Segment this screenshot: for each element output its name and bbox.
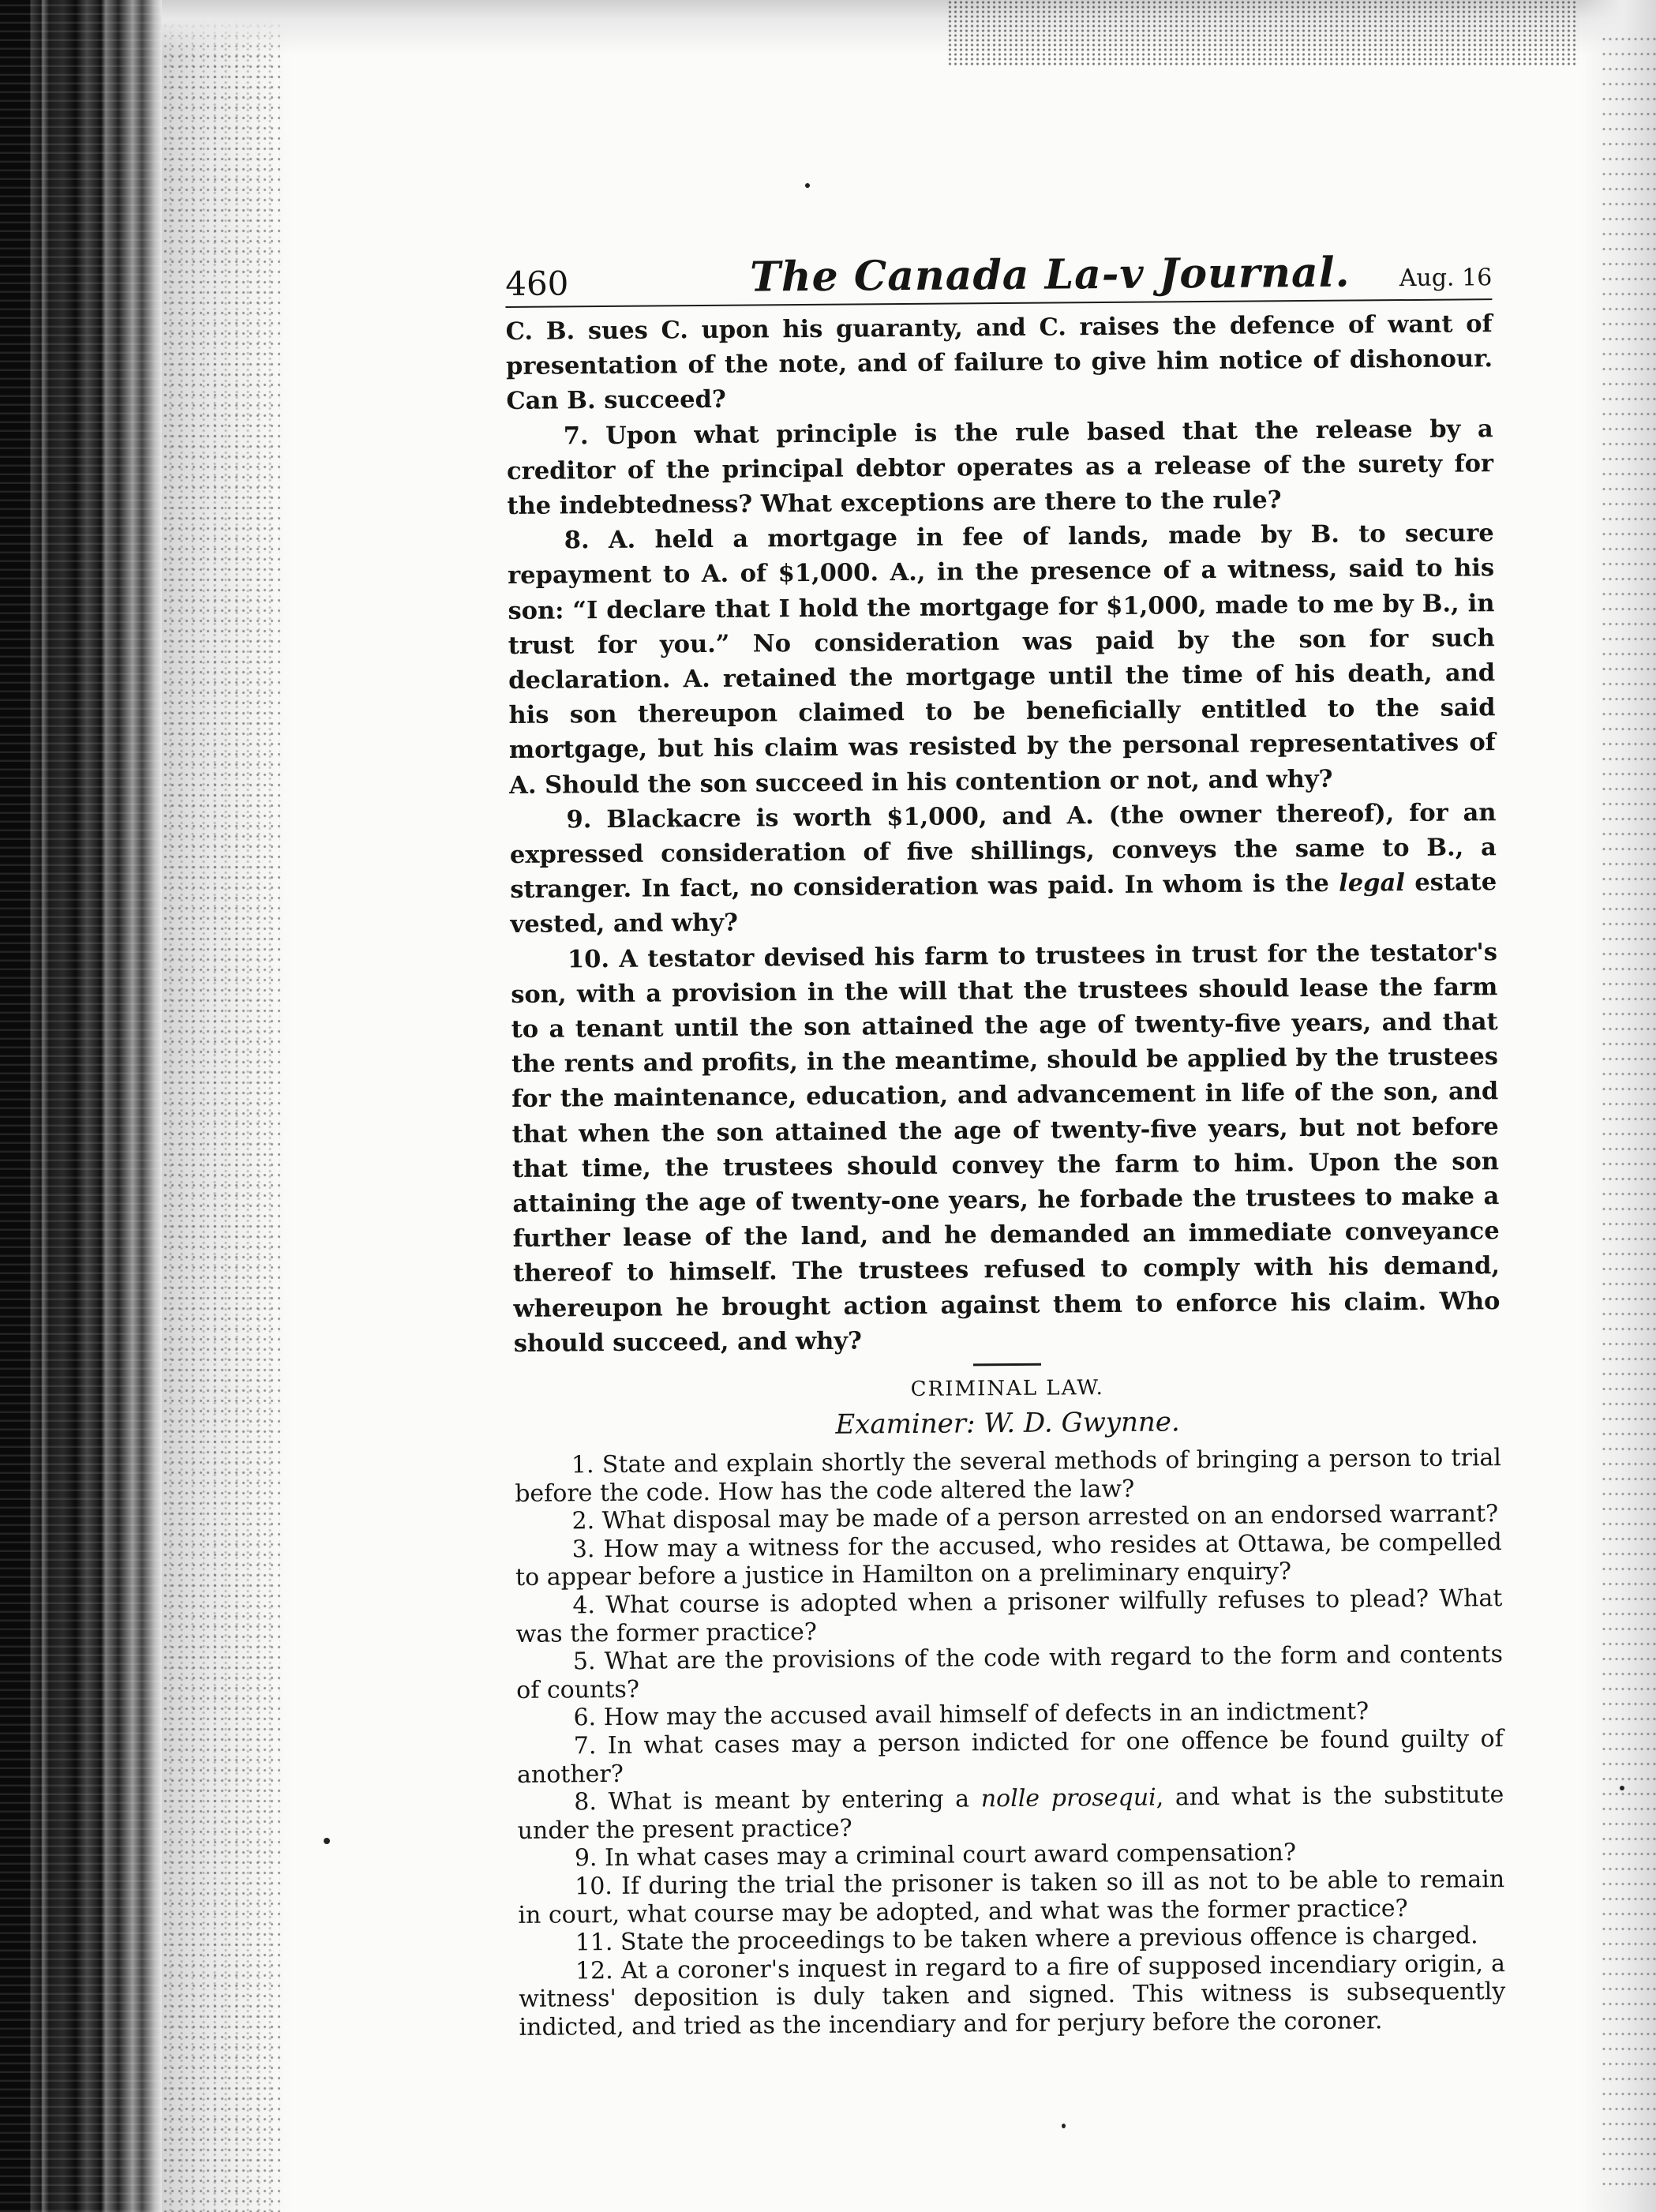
question-paragraph: 10. If during the trial the prisoner is taken so ill as not to be able to remain in court, what course may be adopted, and what was the former practice?: [518, 1865, 1505, 1929]
question-paragraph: 12. At a coroner's inquest in regard to a fire of supposed incendiary origin, a witness' deposition is duly taken and signed. This witness is subsequently indicted, and tried as the incendiary and for perjury before the coroner.: [519, 1949, 1506, 2041]
section-divider: [973, 1363, 1041, 1367]
right-edge-speckle: [1601, 32, 1656, 2195]
question-paragraph: 7. Upon what principle is the rule based that the release by a creditor of the principal debtor operates as a release of the surety for the indebtedness? What exceptions are there to the rule?: [506, 414, 1494, 521]
question-paragraph: 11. State the proceedings to be taken where a previous offence is charged.: [575, 1921, 1478, 1957]
scan-speck: [1620, 1786, 1624, 1790]
italic-term: nolle prosequi: [980, 1783, 1156, 1813]
issue-date: Aug. 16: [1399, 264, 1493, 293]
examiner-line: Examiner: W. D. Gwynne.: [835, 1406, 1180, 1441]
question-paragraph: 3. How may a witness for the accused, who resides at Ottawa, be compelled to appear before a justice in Hamilton on a preliminary enquiry?: [515, 1528, 1502, 1592]
running-head: [505, 248, 1493, 308]
journal-page: [505, 248, 1506, 2041]
question-paragraph: 7. In what cases may a person indicted for one offence be found guilty of another?: [516, 1725, 1504, 1789]
question-paragraph: 2. What disposal may be made of a person arrested on an endorsed warrant?: [571, 1500, 1499, 1535]
scan-speck: [1062, 2124, 1066, 2128]
question-paragraph: 5. What are the provisions of the code with regard to the form and contents of counts?: [516, 1640, 1504, 1704]
exam-questions: [506, 306, 1501, 1361]
criminal-law-questions: [515, 1444, 1506, 2041]
question-paragraph: 1. State and explain shortly the several methods of bringing a person to trial before the code. How has the code altered the law?: [515, 1444, 1502, 1508]
question-paragraph: 4. What course is adopted when a prisoner wilfully refuses to plead? What was the former practice?: [515, 1584, 1503, 1648]
question-paragraph: 10. A testator devised his farm to trustees in trust for the testator's son, with a provision in the will that the trustees should lease the farm to a tenant until the son attained the age of twenty-five years, and that the rents and profits, in the meantime, should be applied by the trustees for the maintenance, education, and advancement in life of the son, and that when the son attained the age of twenty-five years, but not before that time, the trustees should convey the farm to him. Upon the son attaining the age of twenty-one years, he forbade the trustees to make a further lease of the land, and he demanded an immediate conveyance thereof to himself. The trustees refused to comply with his demand, whereupon he brought action against them to enforce his claim. Who should succeed, and why?: [511, 937, 1501, 1358]
question-paragraph: C. B. sues C. upon his guaranty, and C. raises the defence of want of presentation of the note, and of failure to give him notice of dishonour. Can B. succeed?: [505, 309, 1493, 416]
top-edge-speckle: [947, 0, 1579, 67]
question-paragraph: 6. How may the accused avail himself of defects in an indictment?: [573, 1697, 1369, 1732]
section-heading: CRIMINAL LAW.: [910, 1376, 1104, 1402]
binding-texture: [0, 0, 162, 2212]
italic-term: legal: [1339, 868, 1406, 898]
gutter-speckle: [162, 0, 280, 2212]
question-paragraph: 9. Blackacre is worth $1,000, and A. (the owner thereof), for an expressed consideration of five shillings, conveys the same to B., a stranger. In fact, no consideration was paid. In whom is the legal estate vested, and why?: [509, 798, 1497, 939]
question-paragraph: 9. In what cases may a criminal court award compensation?: [574, 1839, 1297, 1873]
scan-speck: [805, 183, 810, 188]
page-number: 460: [505, 264, 569, 303]
question-paragraph: 8. What is meant by entering a nolle prosequi, and what is the substitute under the present practice?: [517, 1781, 1504, 1845]
journal-title: The Canada La-v Journal.: [749, 248, 1351, 302]
scan-speck: [324, 1838, 330, 1844]
question-paragraph: 8. A. held a mortgage in fee of lands, made by B. to secure repayment to A. of $1,000. A., in the presence of a witness, said to his son: “I declare that I hold the mortgage for $1,000, made to me by B., in trust for you.” No consideration was paid by the son for such declaration. A. retained the mortgage until the time of his death, and his son thereupon claimed to be beneficially entitled to the said mortgage, but his claim was resisted by the personal representatives of A. Should the son succeed in his contention or not, and why?: [507, 519, 1496, 800]
